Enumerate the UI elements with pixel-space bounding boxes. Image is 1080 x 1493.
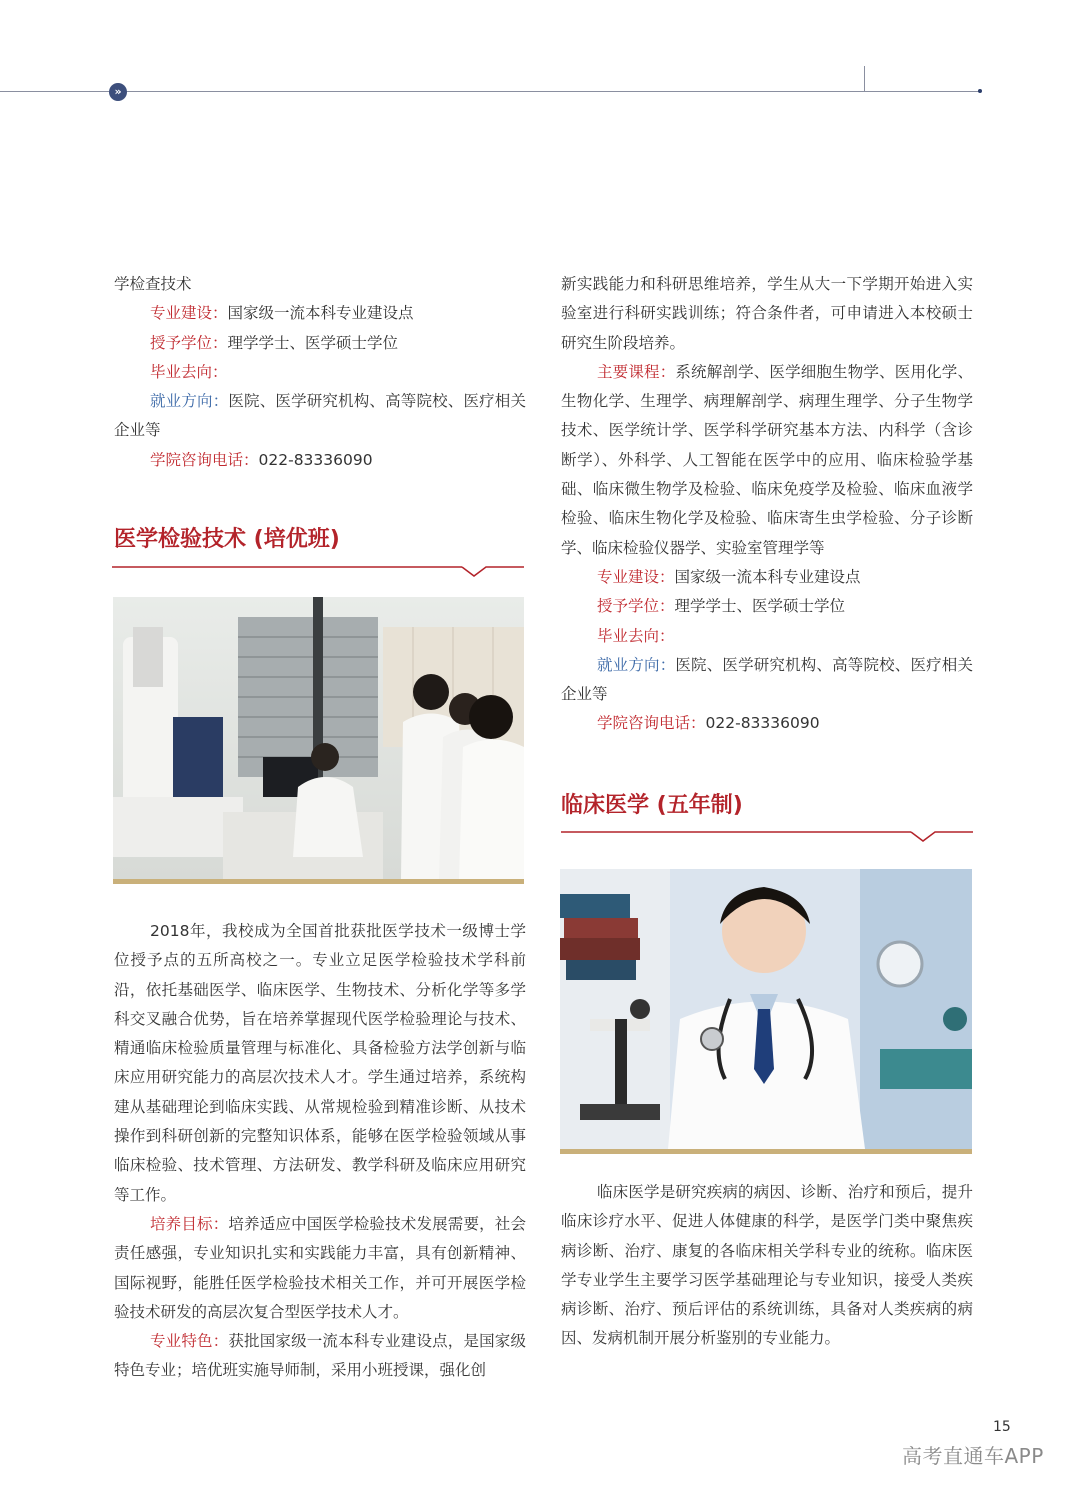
continued-text: 学检查技术 <box>114 275 192 293</box>
section-rule-clinical <box>561 827 973 843</box>
double-chevron-right-icon: » <box>109 83 127 101</box>
phone-row: 学院咨询电话：022-83336090 <box>597 714 820 733</box>
destination-row: 毕业去向： <box>150 362 228 381</box>
left-top-block <box>114 270 526 475</box>
lab-intro: 2018年，我校成为全国首批获批医学技术一级博士学位授予点的五所高校之一。专业立足医学检验技术学科前沿，依托基础医学、临床医学、生物技术、分析化学等多学科交叉融合优势，旨在培养掌握现代医学检验理论与技术、精通临床检验质量管理与标准化、具备检验方法学创新与临床应用研究能力的高层次技术人才。学生通过培养，系统构建从基础理论到临床实践、从常规检验到精准诊断、从技术操作到科研创新的完整知识体系，能够在医学检验领域从事临床检验、技术管理、方法研发、教学科研及临床应用研究等工作。 <box>114 922 526 1204</box>
employment-row: 就业方向：医院、医学研究机构、高等院校、医疗相关企业等 <box>561 655 973 704</box>
header-rule <box>0 91 980 92</box>
employment-row: 就业方向：医院、医学研究机构、高等院校、医疗相关企业等 <box>114 392 526 440</box>
construction-row: 专业建设：国家级一流本科专业建设点 <box>597 567 861 586</box>
clinical-body <box>561 1178 973 1354</box>
header-dot <box>978 89 982 93</box>
photo-gold-bar-clinical <box>560 1149 972 1154</box>
phone-row: 学院咨询电话：022-83336090 <box>150 450 373 469</box>
right-top-block <box>561 270 973 739</box>
lab-feature: 专业特色：获批国家级一流本科专业建设点，是国家级特色专业；培优班实施导师制，采用小班授课，强化创 <box>114 1332 526 1380</box>
destination-row: 毕业去向： <box>597 626 675 645</box>
clinical-intro: 临床医学是研究疾病的病因、诊断、治疗和预后，提升临床诊疗水平、促进人体健康的科学，是医学门类中聚焦疾病诊断、治疗、康复的各临床相关学科专业的统称。临床医学专业学生主要学习医学基础理论与专业知识，接受人类疾病诊断、治疗、预后评估的系统训练，具备对人类疾病的病因、发病机制开展分析鉴别的专业能力。 <box>561 1183 973 1348</box>
section-rule-lab <box>112 562 524 578</box>
lab-body <box>114 917 526 1386</box>
app-watermark: 高考直通车APP <box>902 1444 1044 1468</box>
degree-row: 授予学位：理学学士、医学硕士学位 <box>150 333 399 352</box>
construction-row: 专业建设：国家级一流本科专业建设点 <box>150 304 414 323</box>
page-number: 15 <box>993 1419 1011 1435</box>
course-row: 主要课程：系统解剖学、医学细胞生物学、医用化学、生物化学、生理学、病理解剖学、病理生理学、分子生物学技术、医学统计学、医学科学研究基本方法、内科学（含诊断学）、外科学、人工智能在医学中的应用、临床检验学基础、临床微生物学及检验、临床免疫学及检验、临床血液学检验、临床生物化学及检验、临床寄生虫学检验、分子诊断学、临床检验仪器学、实验室管理学等 <box>561 362 973 557</box>
degree-row: 授予学位：理学学士、医学硕士学位 <box>597 597 846 616</box>
section-title-lab: 医学检验技术 (培优班) <box>114 527 340 552</box>
medical-student-stethoscope-photo <box>560 869 972 1149</box>
photo-gold-bar-lab <box>113 879 524 884</box>
section-title-clinical: 临床医学 (五年制) <box>561 793 743 818</box>
continued-text-right: 新实践能力和科研思维培养，学生从大一下学期开始进入实验室进行科研实践训练；符合条件者，可申请进入本校硕士研究生阶段培养。 <box>561 275 973 352</box>
lab-goal: 培养目标：培养适应中国医学检验技术发展需要，社会责任感强，专业知识扎实和实践能力丰富，具有创新精神、国际视野，能胜任医学检验技术相关工作，并可开展医学检验技术研发的高层次复合型医学技术人才。 <box>114 1214 526 1321</box>
lab-students-microscope-photo <box>113 597 524 879</box>
header-tick <box>864 66 865 92</box>
